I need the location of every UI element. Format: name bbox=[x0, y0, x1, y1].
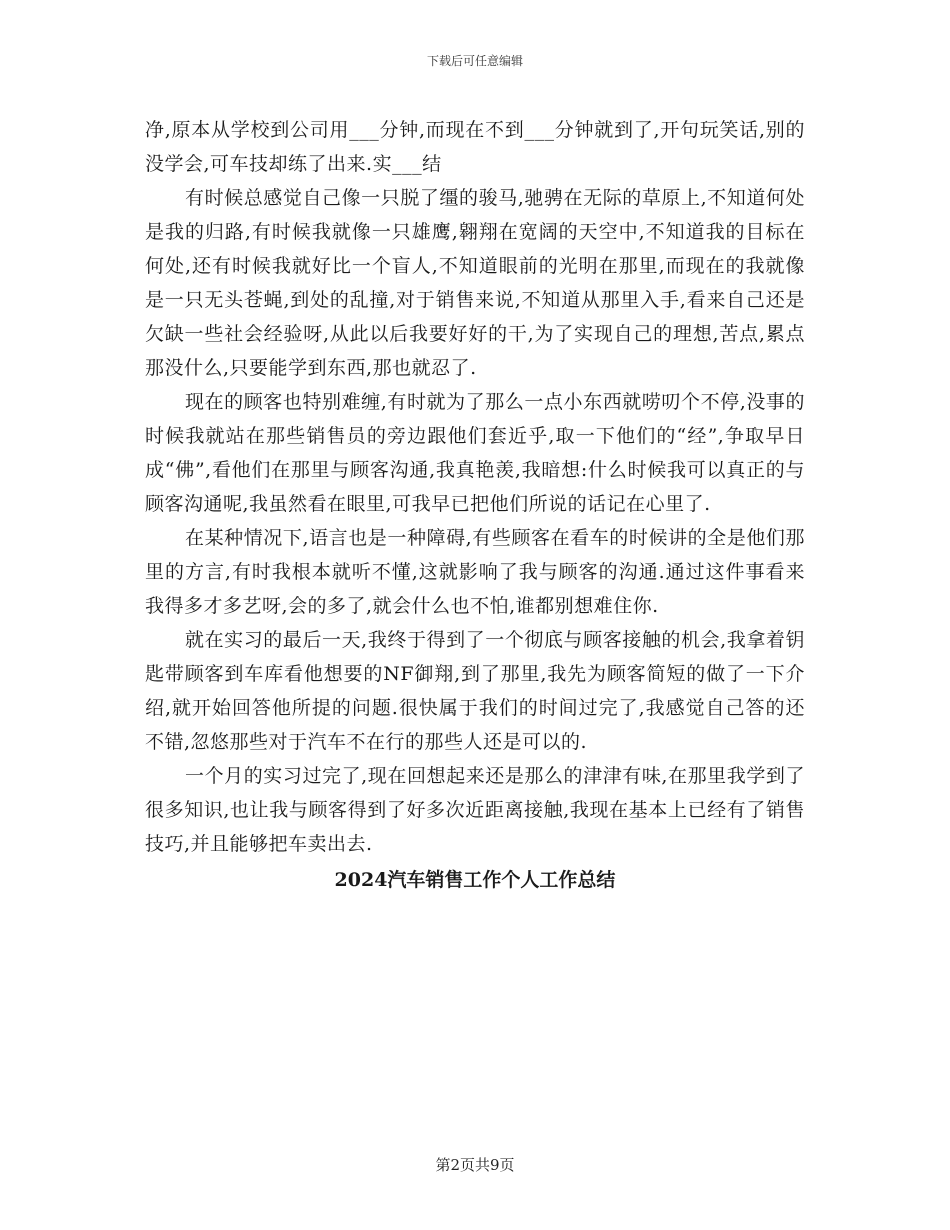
paragraph: 在某种情况下,语言也是一种障碍,有些顾客在看车的时候讲的全是他们那里的方言,有时我根本就听不懂,这就影响了我与顾客的沟通.通过这件事看来我得多才多艺呀,会的多了,就会什么也不怕,谁都别想难住你. bbox=[145, 527, 805, 617]
section-title: 2024汽车销售工作个人工作总结 bbox=[334, 869, 616, 891]
paragraph: 有时候总感觉自己像一只脱了缰的骏马,驰骋在无际的草原上,不知道何处是我的归路,有时候我就像一只雄鹰,翱翔在宽阔的天空中,不知道我的目标在何处,还有时候我就好比一个盲人,不知道眼前的光明在那里,而现在的我就像是一只无头苍蝇,到处的乱撞,对于销售来说,不知道从那里入手,看来自己还是欠缺一些社会经验呀,从此以后我要好好的干,为了实现自己的理想,苦点,累点那没什么,只要能学到东西,那也就忍了. bbox=[145, 187, 805, 379]
paragraph: 现在的顾客也特别难缠,有时就为了那么一点小东西就唠叨个不停,没事的时候我就站在那些销售员的旁边跟他们套近乎,取一下他们的“经”,争取早日成“佛”,看他们在那里与顾客沟通,我真艳羡,我暗想:什么时候我可以真正的与顾客沟通呢,我虽然看在眼里,可我早已把他们所说的话记在心里了. bbox=[145, 391, 805, 515]
paragraph: 净,原本从学校到公司用___分钟,而现在不到___分钟就到了,开句玩笑话,别的没学会,可车技却练了出来.实___结 bbox=[145, 119, 805, 175]
paragraph: 就在实习的最后一天,我终于得到了一个彻底与顾客接触的机会,我拿着钥匙带顾客到车库看他想要的NF御翔,到了那里,我先为顾客简短的做了一下介绍,就开始回答他所提的问题.很快属于我们的时间过完了,我感觉自己答的还不错,忽悠那些对于汽车不在行的那些人还是可以的. bbox=[145, 629, 805, 753]
document-body bbox=[145, 113, 805, 897]
page-header: 下载后可任意编辑 bbox=[426, 54, 523, 68]
paragraph: 一个月的实习过完了,现在回想起来还是那么的津津有味,在那里我学到了很多知识,也让我与顾客得到了好多次近距离接触,我现在基本上已经有了销售技巧,并且能够把车卖出去. bbox=[145, 765, 805, 855]
page-number-footer: 第2页共9页 bbox=[435, 1156, 515, 1174]
